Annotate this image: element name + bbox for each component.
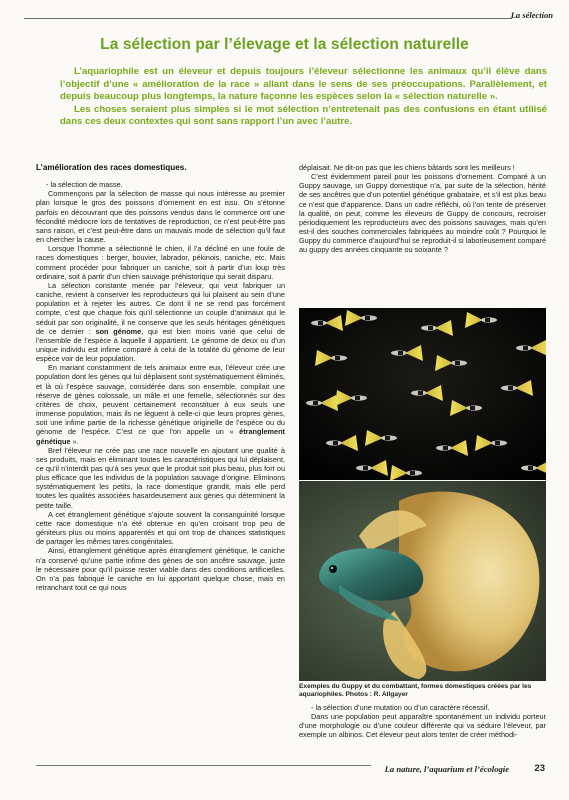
text-run: En mariant constamment de tels animaux entre eux, l’éleveur crée une population dont les gènes qui lui déplaisent sont systématiquement éliminés, et là où l’espèce sauvage, considérée dans son ensemble, compilait une réserve de gènes colossale, un mâle et une femelle, sélectionnés sur des critères de choix, peuvent certainement reconstituer à eux seuls une immense population, mais ils ne lèguent à celle-ci que leurs propres gènes, soit une infime partie de la richesse génétique originelle de l’espèce ou du génome de l’espèce. C’est ce que l’on appelle un « [36,363,285,437]
footer-title: La nature, l’aquarium et l’écologie [384,764,509,774]
list-item: - la sélection de masse. [46,180,123,190]
intro-paragraph: L’aquariophile est un éleveur et depuis toujours l’éleveur sélectionne les animaux qu’il élève dans l’objectif d’une « amélioration de la race » allant dans le sens de ses préoccupations. Parallèlement, et depuis beaucoup plus longtemps, la nature façonne les espèces selon la « sélection naturelle ». [60,66,547,103]
body-paragraph: Ainsi, étranglement génétique après étranglement génétique, le caniche n’a conservé qu’une partie infime des gènes de son ancêtre sauvage, juste le nécessaire pour qu’il puisse rester viable dans des conditions artificielles. On n’a pas fabriqué le caniche en lui apportant quelque chose, mais en retranchant tout ce qui nous [36,546,285,593]
text-run: La sélection constante menée par l’éleveur, qui veut fabriquer un caniche, revient à conserver les reproducteurs qui lui plaisent au sein d’une population et à rejeter les autres. Ce dont il ne se rend pas forcément compte, c’est que chaque fois qu’il sélectionne un couple d’animaux qui le séduit par son originalité, il ne conserve que les seuls héritages génétiques de ce dernier : [36,280,285,336]
body-paragraph: Commençons par la sélection de masse qui nous intéresse au premier plan lorsque le gros des poissons d’ornement en est issu. On s’étonne parfois en découvrant que des poissons vendus dans le commerce ont une fécondité médiocre lors de tentatives de reproduction, ce n’est peut-être pas sans raison, et c’est peut-être dans un mauvais mode de sélection qu’il faut en chercher la cause. [36,189,285,245]
body-paragraph: Lorsque l’homme a sélectionné le chien, il l’a décliné en une foule de races domestiques : berger, bouvier, labrador, pékinois, caniche, etc. Mais comment procéder pour fabriquer un caniche, soit à partir d’un loup très ordinaire, soit à partir d’un chien sauvage préhistorique qui serait disparu. [36,244,285,281]
right-column-top [299,163,546,255]
betta-photo [299,481,546,681]
text-run: , qui est bien moins varié que celui de l’ensemble de l’espèce à laquelle il appartient. Le génome de deux ou d’un unique individu est infime comparé à celui de la totalité du génome de leur espèce voir de leur population. [36,326,285,364]
right-column-bottom [299,703,546,740]
body-paragraph: Dans une population peut apparaître spontanément un individu porteur d’une morphologie ou d’une couleur différente qui va séduire l’éleveur, par exemple un albinos. Cet éleveur peut alors tenter de créer méthodi- [299,712,546,740]
emphasis-text: étranglement génétique [36,427,285,446]
list-item: - la sélection d’une mutation ou d’un caractère récessif. [311,703,490,712]
photo-caption: Exemples du Guppy et du combattant, formes domestiques créées par les aquariophiles. Photos : R. Allgayer [299,683,532,698]
subheading: L’amélioration des races domestiques. [36,163,187,172]
betta-illustration [299,481,546,681]
guppy-illustration [299,308,546,480]
emphasis-text: son génome [95,326,142,336]
body-paragraph [36,281,285,363]
header-rule [24,18,512,19]
page-title: La sélection par l’élevage et la sélection naturelle [100,36,469,53]
footer-rule [36,765,371,766]
body-paragraph: A cet étranglement génétique s’ajoute souvent la consanguinité lorsque cette race domestique n’a été obtenue en qu’en croisant trop peu de géniteurs plus ou moins apparentés et qui ont trop de chances statistiques de partager les mêmes tares congénitales. [36,509,285,547]
text-run: ». [72,436,79,446]
left-column [36,163,285,592]
intro-paragraph: Les choses seraient plus simples si le mot sélection n’entretenait pas des confusions en étant utilisé dans ces deux contextes qui sont sans rapport l’un avec l’autre. [60,103,547,128]
section-tag: La sélection [510,10,553,20]
intro [60,66,547,129]
body-paragraph: C’est évidemment pareil pour les poissons d’ornement. Comparé à un Guppy sauvage, un Guppy domestique n’a, par suite de la sélection, hérité de ses ancêtres que d’un potentiel génétique grabataire, et s’il est plus beau ce n’est que d’apparence. Dans un cadre réfléchi, où l’on tente de préserver la qualité, on peut, comme les éleveurs de Guppy de concours, recroiser périodiquement les reproducteurs avec des poissons sauvages, mais qu’en est-il des souches commerciales fabriquées au moindre coût ? Pourquoi le Guppy du commerce d’aujourd’hui se reproduit-il si laborieusement comparé au guppy des années cinquante ou soixante ? [299,172,547,255]
page-number: 23 [534,763,545,774]
body-paragraph: déplaisait. Ne dit-on pas que les chiens bâtards sont les meilleurs ! [299,163,515,172]
guppy-photo [299,308,546,480]
body-paragraph [36,363,285,445]
body-paragraph: Bref l’éleveur ne crée pas une race nouvelle en ajoutant une qualité à ses produits, mais en éliminant toutes les caractéristiques qui lui déplaisent, ce qu’il n’interdit pas qu’à ses yeux que le produit soit plus beau, plus fort ou plus efficace que les individus de la population sauvage d’origine. Eliminons systématiquement les petits, la race domestique grandit, mais elle perd toutes les qualités associées hasardeusement aux gènes qui déterminent la petite taille. [36,445,285,510]
